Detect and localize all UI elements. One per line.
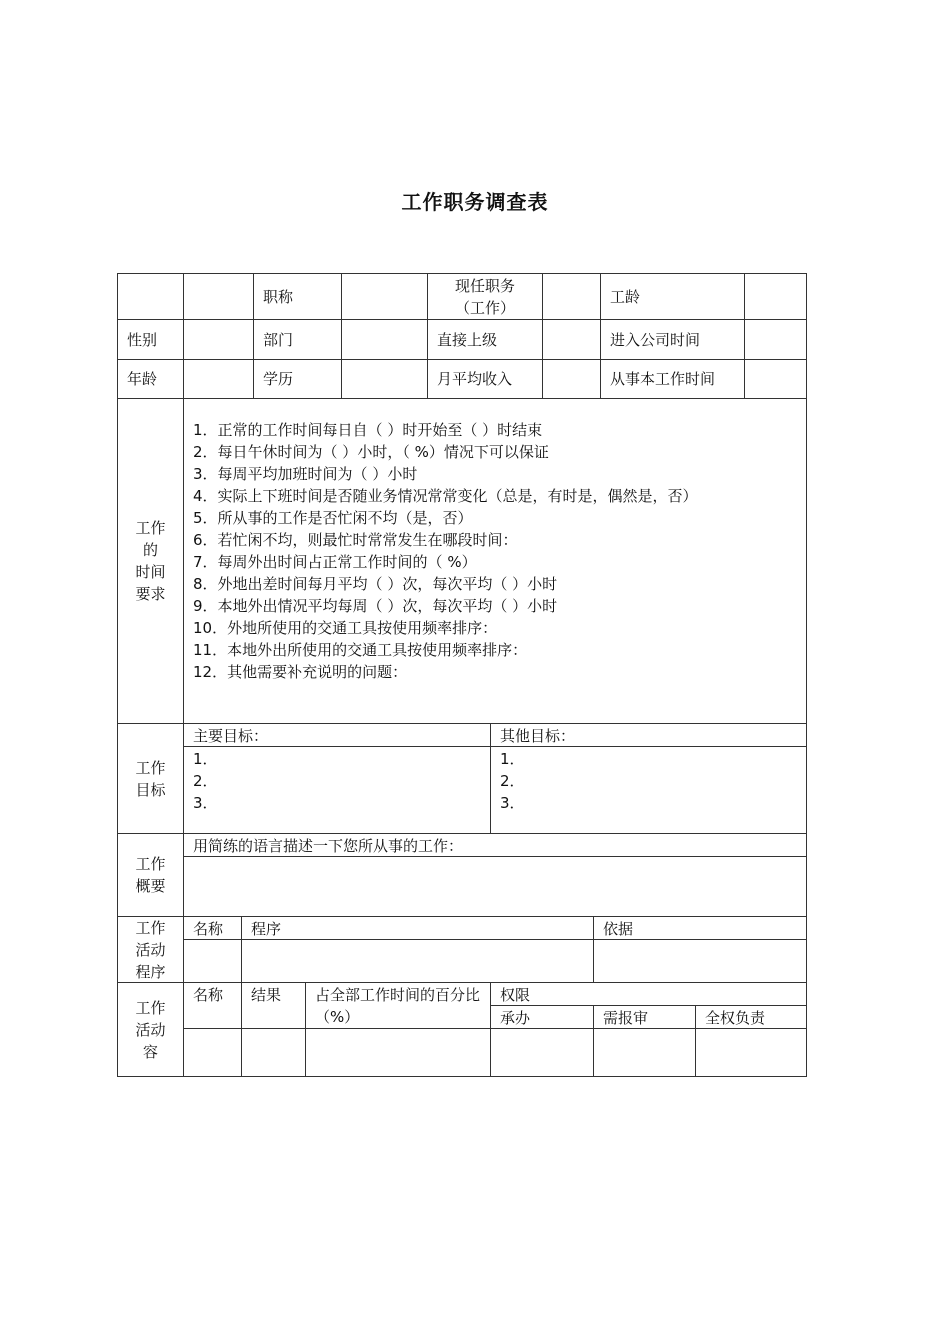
title-label: 职称 (253, 273, 342, 320)
department-value-cell[interactable] (341, 319, 428, 360)
department-label: 部门 (253, 319, 342, 360)
procedure-label: 工作 活动 程序 (135, 918, 166, 981)
main-goal-list[interactable] (183, 746, 491, 834)
job-duration-value-cell[interactable] (744, 359, 807, 399)
content-report-input[interactable] (593, 1028, 696, 1077)
content-authority-header: 权限 (490, 982, 807, 1006)
income-label: 月平均收入 (427, 359, 543, 399)
content-result-input[interactable] (241, 1028, 306, 1077)
content-name-header: 名称 (183, 982, 242, 1029)
list-item: 2．每日午休时间为（ ）小时，（ %）情况下可以保证 (193, 443, 549, 461)
content-percent-header: 占全部工作时间的百分比（%） (305, 982, 491, 1029)
procedure-name-input[interactable] (183, 939, 242, 983)
list-item: 10．外地所使用的交通工具按使用频率排序： (193, 619, 498, 637)
list-item: 1． (500, 750, 525, 768)
name-value-cell[interactable] (183, 273, 254, 320)
gender-label: 性别 (117, 319, 184, 360)
list-item: 3． (500, 794, 525, 812)
procedure-basis-input[interactable] (593, 939, 807, 983)
content-full-header: 全权负责 (695, 1005, 807, 1029)
content-result-header: 结果 (241, 982, 306, 1029)
supervisor-label: 直接上级 (427, 319, 543, 360)
content-label-cell (117, 982, 184, 1077)
other-goal-list[interactable] (490, 746, 807, 834)
list-item: 4．实际上下班时间是否随业务情况常常变化（总是，有时是，偶然是，否） (193, 487, 698, 505)
procedure-label-cell (117, 916, 184, 983)
education-value-cell[interactable] (341, 359, 428, 399)
content-undertake-input[interactable] (490, 1028, 594, 1077)
main-goal-header: 主要目标： (183, 723, 491, 747)
income-value-cell[interactable] (542, 359, 601, 399)
list-item: 5．所从事的工作是否忙闲不均（是，否） (193, 509, 473, 527)
time-section-label: 工作 的 时间 要求 (135, 519, 166, 603)
content-label: 工作 活动 容 (135, 998, 166, 1061)
list-item: 6．若忙闲不均，则最忙时常常发生在哪段时间： (193, 531, 518, 549)
summary-prompt: 用简练的语言描述一下您所从事的工作： (183, 833, 807, 857)
name-label-cell (117, 273, 184, 320)
list-item: 2． (193, 772, 218, 790)
summary-label-cell (117, 833, 184, 917)
other-goal-header: 其他目标： (490, 723, 807, 747)
content-full-input[interactable] (695, 1028, 807, 1077)
content-report-header: 需报审 (593, 1005, 696, 1029)
job-duration-label: 从事本工作时间 (600, 359, 745, 399)
list-item: 1． (193, 750, 218, 768)
list-item: 11．本地外出所使用的交通工具按使用频率排序： (193, 641, 528, 659)
supervisor-value-cell[interactable] (542, 319, 601, 360)
list-item: 7．每周外出时间占正常工作时间的（ %） (193, 553, 477, 571)
position-label: 现任职务（工作） (427, 273, 543, 320)
page-title: 工作职务调查表 (401, 190, 549, 214)
join-date-value-cell[interactable] (744, 319, 807, 360)
summary-label: 工作 概要 (135, 855, 166, 895)
time-requirements-list (193, 419, 793, 683)
procedure-name-header: 名称 (183, 916, 242, 940)
goals-label: 工作 目标 (135, 758, 166, 799)
procedure-basis-header: 依据 (593, 916, 807, 940)
procedure-steps-header: 程序 (241, 916, 594, 940)
time-section-label-cell (117, 398, 184, 724)
seniority-label: 工龄 (600, 273, 745, 320)
gender-value-cell[interactable] (183, 319, 254, 360)
list-item: 3．每周平均加班时间为（ ）小时 (193, 465, 418, 483)
title-value-cell[interactable] (341, 273, 428, 320)
education-label: 学历 (253, 359, 342, 399)
goals-label-cell (117, 723, 184, 834)
list-item: 1．正常的工作时间每日自（ ）时开始至（ ）时结束 (193, 421, 543, 439)
content-percent-input[interactable] (305, 1028, 491, 1077)
procedure-steps-input[interactable] (241, 939, 594, 983)
age-value-cell[interactable] (183, 359, 254, 399)
age-label: 年龄 (117, 359, 184, 399)
list-item: 12．其他需要补充说明的问题： (193, 663, 408, 681)
list-item: 8．外地出差时间每月平均（ ）次，每次平均（ ）小时 (193, 575, 558, 593)
content-name-input[interactable] (183, 1028, 242, 1077)
summary-input-area[interactable] (183, 856, 807, 917)
list-item: 2． (500, 772, 525, 790)
list-item: 3． (193, 794, 218, 812)
position-value-cell[interactable] (542, 273, 601, 320)
content-undertake-header: 承办 (490, 1005, 594, 1029)
join-date-label: 进入公司时间 (600, 319, 745, 360)
seniority-value-cell[interactable] (744, 273, 807, 320)
list-item: 9．本地外出情况平均每周（ ）次，每次平均（ ）小时 (193, 597, 558, 615)
